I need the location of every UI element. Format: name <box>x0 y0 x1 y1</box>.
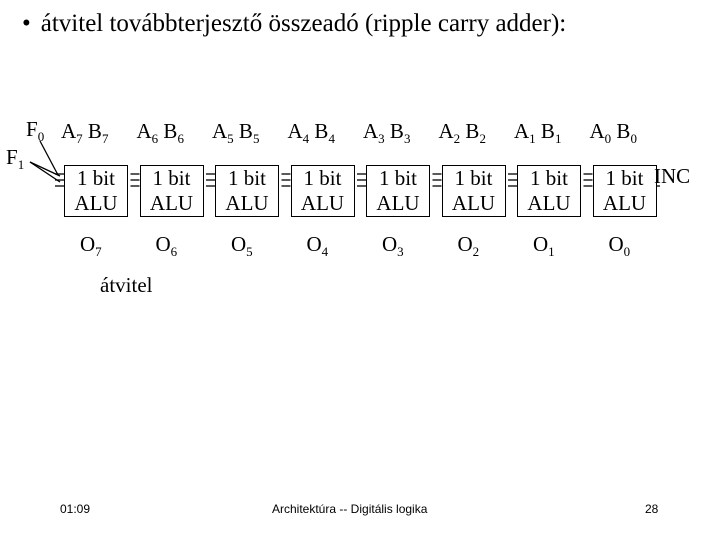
alu-line1: 1 bit <box>454 166 493 190</box>
alu-block-1 <box>517 165 581 217</box>
output-label-3: $O_3$ <box>382 232 404 259</box>
alu-line1: 1 bit <box>152 166 191 190</box>
alu-line2: ALU <box>451 191 496 215</box>
alu-block-4 <box>291 165 355 217</box>
alu-line2: ALU <box>74 191 118 215</box>
f1-wire-2 <box>30 162 60 182</box>
alu-block-0 <box>593 165 657 217</box>
alu-block-6 <box>140 165 204 217</box>
input-labels-bit-0: $A_0$ $B_0$ <box>589 119 637 146</box>
carry-label: átvitel <box>100 273 153 297</box>
alu-line2: ALU <box>376 191 420 215</box>
slide-title-text: átvitel továbbterjesztő összeadó (ripple carry adder): <box>40 10 567 37</box>
f1-label: $F_1$ <box>6 145 25 172</box>
alu-block-5 <box>215 165 279 217</box>
alu-line2: ALU <box>225 191 269 215</box>
alu-line2: ALU <box>300 191 345 215</box>
input-labels-bit-5: $A_5$ $B_5$ <box>212 119 260 146</box>
alu-line2: ALU <box>602 191 647 215</box>
alu-line1: 1 bit <box>605 166 644 190</box>
input-labels-bit-6: $A_6$ $B_6$ <box>136 119 184 146</box>
alu-line2: ALU <box>527 191 571 215</box>
output-label-2: $O_2$ <box>457 232 480 259</box>
inc-label: INC <box>654 164 691 188</box>
f0-label: $F_0$ <box>26 117 45 144</box>
alu-block-3 <box>366 165 430 217</box>
output-label-0: $O_0$ <box>608 232 631 259</box>
output-label-6: $O_6$ <box>155 232 178 259</box>
alu-line1: 1 bit <box>77 166 115 190</box>
alu-line2: ALU <box>149 191 194 215</box>
bullet: • <box>22 10 31 37</box>
input-labels-bit-7: $A_7$ $B_7$ <box>61 119 109 146</box>
output-label-5: $O_5$ <box>231 232 253 259</box>
footer-title: Architektúra -- Digitális logika <box>272 502 428 516</box>
alu-line1: 1 bit <box>379 166 417 190</box>
alu-line1: 1 bit <box>228 166 266 190</box>
output-label-7: $O_7$ <box>80 232 102 259</box>
alu-line1: 1 bit <box>530 166 568 190</box>
footer-time: 01:09 <box>60 502 91 516</box>
alu-block-7 <box>64 165 128 217</box>
input-labels-bit-4: $A_4$ $B_4$ <box>287 119 335 146</box>
output-label-1: $O_1$ <box>533 232 555 259</box>
input-labels-bit-3: $A_3$ $B_3$ <box>363 119 411 146</box>
output-label-4: $O_4$ <box>306 232 329 259</box>
alu-block-2 <box>442 165 506 217</box>
input-labels-bit-2: $A_2$ $B_2$ <box>438 119 486 146</box>
input-labels-bit-1: $A_1$ $B_1$ <box>514 119 562 146</box>
slide-number: 28 <box>645 502 659 516</box>
alu-line1: 1 bit <box>303 166 342 190</box>
